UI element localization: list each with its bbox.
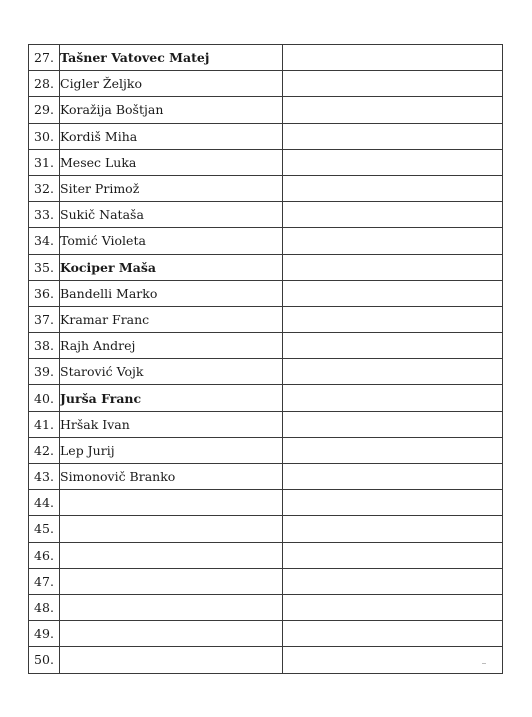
table-row [29,594,503,620]
entry-cell [283,333,503,359]
member-name-cell [60,490,283,516]
entry-cell [283,437,503,463]
row-number-cell: 50. [29,647,60,673]
entry-cell [283,621,503,647]
table-row [29,280,503,306]
entry-cell [283,123,503,149]
row-number-cell: 48. [29,594,60,620]
member-name-cell: Starović Vojk [60,359,283,385]
table-row [29,306,503,332]
table-row [29,621,503,647]
table-row [29,542,503,568]
table-row [29,228,503,254]
member-name-cell: Simonovič Branko [60,464,283,490]
table-row [29,71,503,97]
member-name-cell [60,621,283,647]
member-table [28,44,503,674]
member-name-cell: Siter Primož [60,175,283,201]
entry-cell [283,149,503,175]
table-row [29,175,503,201]
row-number-cell: 36. [29,280,60,306]
table-row [29,490,503,516]
row-number-cell: 39. [29,359,60,385]
member-name-cell: Lep Jurij [60,437,283,463]
row-number-cell: 28. [29,71,60,97]
entry-cell [283,594,503,620]
member-name-cell: Kordiš Miha [60,123,283,149]
row-number-cell: 31. [29,149,60,175]
table-row [29,333,503,359]
table-row [29,437,503,463]
row-number-cell: 40. [29,385,60,411]
row-number-cell: 37. [29,306,60,332]
row-number-cell: 35. [29,254,60,280]
table-row [29,516,503,542]
document-page [28,44,503,674]
row-number-cell: 41. [29,411,60,437]
table-row [29,647,503,673]
entry-cell [283,71,503,97]
member-name-cell [60,516,283,542]
entry-cell [283,97,503,123]
table-row [29,45,503,71]
entry-cell [283,542,503,568]
member-name-cell: Sukič Nataša [60,202,283,228]
row-number-cell: 46. [29,542,60,568]
member-name-cell: Kramar Franc [60,306,283,332]
member-name-cell: Mesec Luka [60,149,283,175]
member-name-cell: Kociper Maša [60,254,283,280]
row-number-cell: 32. [29,175,60,201]
entry-cell [283,280,503,306]
row-number-cell: 30. [29,123,60,149]
entry-cell [283,254,503,280]
entry-cell [283,359,503,385]
entry-cell [283,202,503,228]
table-row [29,411,503,437]
table-row [29,464,503,490]
member-name-cell [60,647,283,673]
entry-cell [283,411,503,437]
member-name-cell [60,568,283,594]
scan-speck [482,663,486,664]
entry-cell [283,568,503,594]
table-row [29,97,503,123]
member-name-cell: Cigler Željko [60,71,283,97]
member-table-body [29,45,503,674]
table-row [29,385,503,411]
member-name-cell: Tomić Violeta [60,228,283,254]
row-number-cell: 44. [29,490,60,516]
member-name-cell: Jurša Franc [60,385,283,411]
member-name-cell: Hršak Ivan [60,411,283,437]
table-row [29,568,503,594]
entry-cell [283,516,503,542]
table-row [29,202,503,228]
table-row [29,254,503,280]
row-number-cell: 47. [29,568,60,594]
entry-cell [283,175,503,201]
member-name-cell: Rajh Andrej [60,333,283,359]
entry-cell [283,464,503,490]
member-name-cell: Bandelli Marko [60,280,283,306]
entry-cell [283,385,503,411]
member-name-cell [60,542,283,568]
row-number-cell: 49. [29,621,60,647]
row-number-cell: 38. [29,333,60,359]
entry-cell [283,228,503,254]
entry-cell [283,490,503,516]
row-number-cell: 45. [29,516,60,542]
table-row [29,123,503,149]
table-row [29,359,503,385]
member-name-cell [60,594,283,620]
table-row [29,149,503,175]
member-name-cell: Tašner Vatovec Matej [60,45,283,71]
row-number-cell: 42. [29,437,60,463]
row-number-cell: 27. [29,45,60,71]
row-number-cell: 43. [29,464,60,490]
row-number-cell: 34. [29,228,60,254]
entry-cell [283,45,503,71]
row-number-cell: 33. [29,202,60,228]
entry-cell [283,306,503,332]
row-number-cell: 29. [29,97,60,123]
member-name-cell: Koražija Boštjan [60,97,283,123]
entry-cell [283,647,503,673]
